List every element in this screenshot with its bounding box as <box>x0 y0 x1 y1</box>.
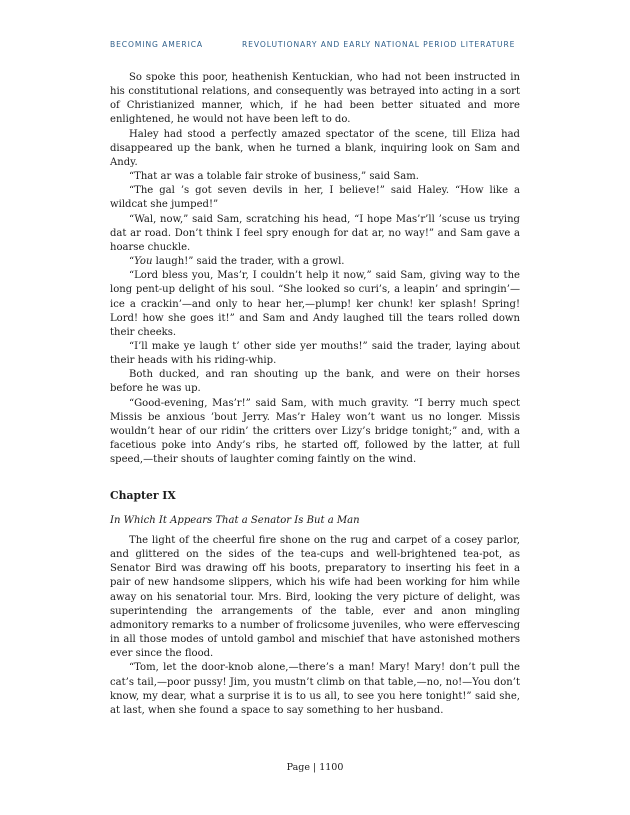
emphasis-you: You <box>134 256 153 268</box>
header-book-title: BECOMING AMERICA <box>110 40 204 49</box>
paragraph: Haley had stood a perfectly amazed spectator of the scene, till Eliza had disappeared up the bank, when he turned a blank, inquiring look on Sam and Andy. <box>110 128 520 168</box>
paragraph: “You laugh!” said the trader, with a growl. <box>129 256 345 268</box>
running-header <box>110 40 530 49</box>
paragraph: “Lord bless you, Mas’r, I couldn’t help it now,” said Sam, giving way to the long pent-up delight of his soul. “She looked so curi’s, a leapin’ and springin’—ice a crackin’—and only to hear her,—plump! ker chunk! ker splash! Spring! Lord! how she goes it!” and Sam and Andy laughed till the tears rolled down their cheeks. <box>110 270 520 338</box>
paragraph: “Wal, now,” said Sam, scratching his head, “I hope Mas’r’ll ’scuse us trying dat ar road. Don’t think I feel spry enough for dat ar, no way!” and Sam gave a hoarse chuckle. <box>110 213 520 253</box>
paragraph: Both ducked, and ran shouting up the bank, and were on their horses before he was up. <box>110 369 520 395</box>
header-section-title: REVOLUTIONARY AND EARLY NATIONAL PERIOD LITERATURE <box>242 40 516 49</box>
paragraph: “I’ll make ye laugh t’ other side yer mouths!” said the trader, laying about their heads with his riding-whip. <box>110 340 520 367</box>
paragraph: The light of the cheerful fire shone on the rug and carpet of a cosey parlor, and glittered on the sides of the tea-cups and well-brightened tea-pot, as Senator Bird was drawing off his boots, preparatory to inserting his feet in a pair of new handsome slippers, which his wife had been working for him while away on his senatorial tour. Mrs. Bird, looking the very picture of delight, was superintending the arrangements of the table, ever and anon mingling admonitory remarks to a number of frolicsome juveniles, who were effervescing in all those modes of untold gambol and mischief that have astonished mothers ever since the flood. <box>110 535 520 660</box>
page-number: Page | 1100 <box>286 762 344 773</box>
main-text <box>110 71 520 467</box>
paragraph: “The gal ’s got seven devils in her, I believe!” said Haley. “How like a wildcat she jumped!” <box>110 185 520 211</box>
chapter-subtitle: In Which It Appears That a Senator Is But a Man <box>110 515 360 526</box>
paragraph: “Tom, let the door-knob alone,—there’s a man! Mary! Mary! don’t pull the cat’s tail,—poor pussy! Jim, you mustn’t climb on that table,—no, no!—You don’t know, my dear, what a surprise it is to us all, to see you here tonight!” said she, at last, when she found a space to say something to her husband. <box>110 662 520 716</box>
paragraph: So spoke this poor, heathenish Kentuckian, who had not been instructed in his constitutional relations, and consequently was betrayed into acting in a sort of Christianized manner, which, if he had been better situated and more enlightened, he would not have been left to do. <box>110 72 520 126</box>
chapter-text <box>110 534 520 718</box>
paragraph: “Good-evening, Mas’r!” said Sam, with much gravity. “I berry much spect Missis be anxious ’bout Jerry. Mas’r Haley won’t want us no longer. Missis wouldn’t hear of our ridin’ the critters over Lizy’s bridge tonight;” and, with a facetious poke into Andy’s ribs, he started off, followed by the latter, at full speed,—their shouts of laughter coming faintly on the wind. <box>110 397 520 466</box>
chapter-heading: Chapter IX <box>110 489 176 502</box>
paragraph: “That ar was a tolable fair stroke of business,” said Sam. <box>129 171 419 183</box>
